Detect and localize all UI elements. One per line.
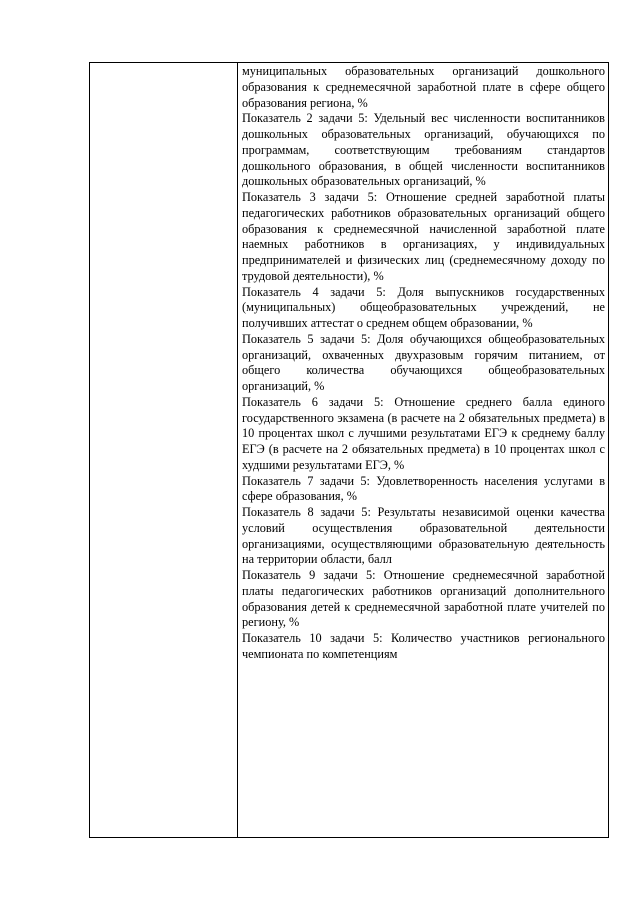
indicator-text: Показатель 10 задачи 5: Количество участников регионального чемпионата по компетенциям	[242, 631, 605, 661]
column-divider	[237, 62, 238, 838]
indicator-text: Показатель 7 задачи 5: Удовлетворенность населения услугами в сфере образования, %	[242, 473, 605, 504]
indicators-cell	[242, 64, 605, 663]
indicator-text: Показатель 6 задачи 5: Отношение среднего балла единого государственного экзамена (в расчете на 2 обязательных предмета) в 10 процентах школ с лучшими результатами ЕГЭ к среднему баллу ЕГЭ (в расчете на 2 обязательных предмета) в 10 процентах школ с худшими результатами ЕГЭ, %	[242, 394, 605, 472]
indicator-text: Показатель 2 задачи 5: Удельный вес численности воспитанников дошкольных образовательных организаций, обучающихся по программам, соответствующим требованиям стандартов дошкольного образования, в общей численности воспитанников дошкольных образовательных организаций, %	[242, 111, 605, 189]
indicator-text: Показатель 4 задачи 5: Доля выпускников государственных (муниципальных) общеобразовательных учреждений, не получивших аттестат о среднем общем образовании, %	[242, 284, 605, 330]
indicator-text: Показатель 5 задачи 5: Доля обучающихся общеобразовательных организаций, охваченных двухразовым горячим питанием, от общего количества обучающихся общеобразовательных организаций, %	[242, 331, 605, 393]
indicator-text: Показатель 8 задачи 5: Результаты независимой оценки качества условий осуществления образовательной деятельности организациями, осуществляющими образовательную деятельность на территории области, балл	[242, 505, 605, 567]
indicator-text: муниципальных образовательных организаций дошкольного образования к среднемесячной заработной плате в сфере общего образования региона, %	[242, 64, 605, 110]
indicator-text: Показатель 3 задачи 5: Отношение средней заработной платы педагогических работников образовательных организаций общего образования к среднемесячной начисленной заработной плате наемных работников в организациях, у индивидуальных предпринимателей и физических лиц (среднемесячному доходу по трудовой деятельности), %	[242, 190, 605, 283]
indicator-text: Показатель 9 задачи 5: Отношение среднемесячной заработной платы педагогических работников организаций дополнительного образования детей к среднемесячной заработной плате учителей по региону, %	[242, 568, 605, 630]
